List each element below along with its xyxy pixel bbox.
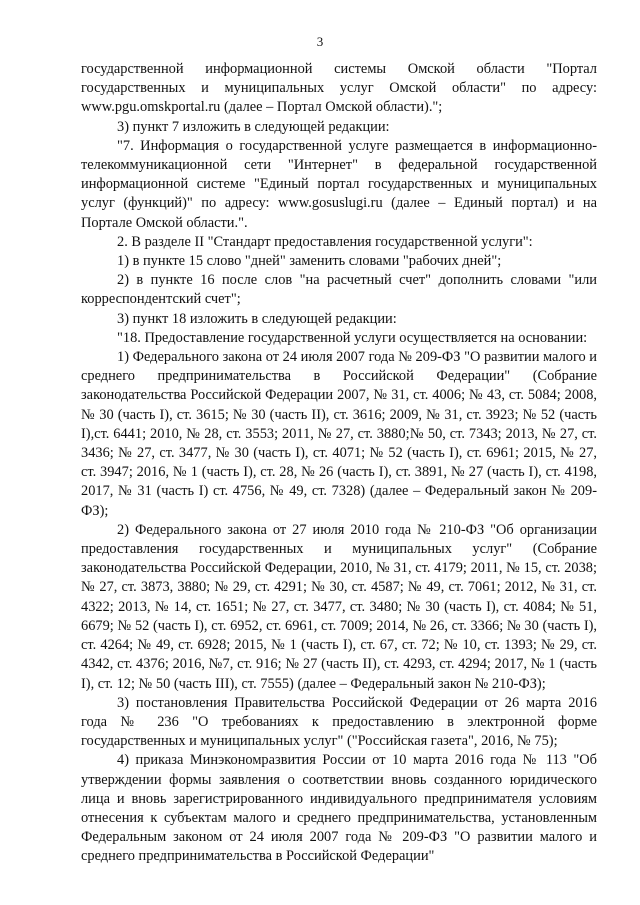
paragraph-item-3-point-7: 3) пункт 7 изложить в следующей редакции: [117,118,390,135]
paragraph-point-15-change: 1) в пункте 15 слово "дней" заменить словами "рабочих дней"; [117,253,502,270]
paragraph-point-7-text: "7. Информация о государственной услуге размещается в информационно-телекоммуникационной сети "Интернет" в федеральной государственной информационной системе "Единый портал государственных и муниципальных услуг (функций)" по адресу: www.gosuslugi.ru (далее – Единый портал) и на Портале Омской области.". [81,137,597,231]
paragraph-portal-continuation: государственной информационной системы Омской области "Портал государственных и муниципальных услуг Омской области" по адресу: www.pgu.omskportal.ru (далее – Портал Омской области)."; [81,61,597,116]
paragraph-law-209: 1) Федерального закона от 24 июля 2007 года № 209-ФЗ "О развитии малого и среднего предпринимательства в Российской Федерации" (Собрание законодательства Российской Федерации 2007, № 31, ст. 4006; № 43, ст. 5084; 2008, № 30 (часть I), ст. 3615; № 30 (часть II), ст. 3616; 2009, № 31, ст. 3923; № 52 (часть I),ст. 6441; 2010, № 28, ст. 3553; 2011, № 27, ст. 3880;№ 50, ст. 7343; 2013, № 27, ст. 3436; № 27, ст. 3477, № 30 (часть I), ст. 4071; № 52 (часть I), ст. 6961; 2015, № 27, ст. 3947; 2016, № 1 (часть I), ст. 28, № 26 (часть I), ст. 3891, № 27 (часть I), ст. 4198, 2017, № 31 (часть I) ст. 4756, № 49, ст. 7328) (далее – Федеральный закон № 209-ФЗ); [81,349,597,519]
paragraph-section-2-heading: 2. В разделе II "Стандарт предоставления государственной услуги": [117,233,533,250]
paragraph-order-113: 4) приказа Минэкономразвития России от 10 марта 2016 года № 113 "Об утверждении формы заявления о соответствии вновь созданного юридического лица и вновь зарегистрированного индивидуального предпринимателя условиям отнесения к субъектам малого и среднего предпринимательства, установленным Федеральным законом от 24 июля 2007 года № 209-ФЗ "О развитии малого и среднего предпринимательства в Российской Федерации" [81,752,597,865]
page-number: 3 [316,34,324,49]
paragraph-point-18-heading: 3) пункт 18 изложить в следующей редакции: [117,310,397,327]
paragraph-resolution-236: 3) постановления Правительства Российской Федерации от 26 марта 2016 года № 236 "О требованиях к предоставлению в электронной форме государственных и муниципальных услуг" ("Российская газета", 2016, № 75); [81,694,597,750]
paragraph-point-16-change: 2) в пункте 16 после слов "на расчетный счет" дополнить словами "или корреспондентский счет"; [81,272,597,308]
paragraph-point-18-text: "18. Предоставление государственной услуги осуществляется на основании: [117,329,588,346]
document-body [81,60,597,867]
paragraph-law-210: 2) Федерального закона от 27 июля 2010 года № 210-ФЗ "Об организации предоставления государственных и муниципальных услуг" (Собрание законодательства Российской Федерации, 2010, № 31, ст. 4179; 2011, № 15, ст. 2038; № 27, ст. 3873, 3880; № 29, ст. 4291; № 30, ст. 4587; № 49, ст. 7061; 2012, № 31, ст. 4322; 2013, № 14, ст. 1651; № 27, ст. 3477, ст. 3480; № 30 (часть I), ст. 4084; № 51, 6679; № 52 (часть I), ст. 6952, ст. 6961, ст. 7009; 2014, № 26, ст. 3366; № 30 (часть I), ст. 4264; № 49, ст. 6928; 2015, № 1 (часть I), ст. 67, ст. 72; № 10, ст. 1393; № 29, ст. 4342, ст. 4376; 2016, №7, ст. 916; № 27 (часть II), ст. 4293, ст. 4294; 2017, № 1 (часть I), ст. 12; № 50 (часть III), ст. 7555) (далее – Федеральный закон № 210-ФЗ); [81,521,597,692]
